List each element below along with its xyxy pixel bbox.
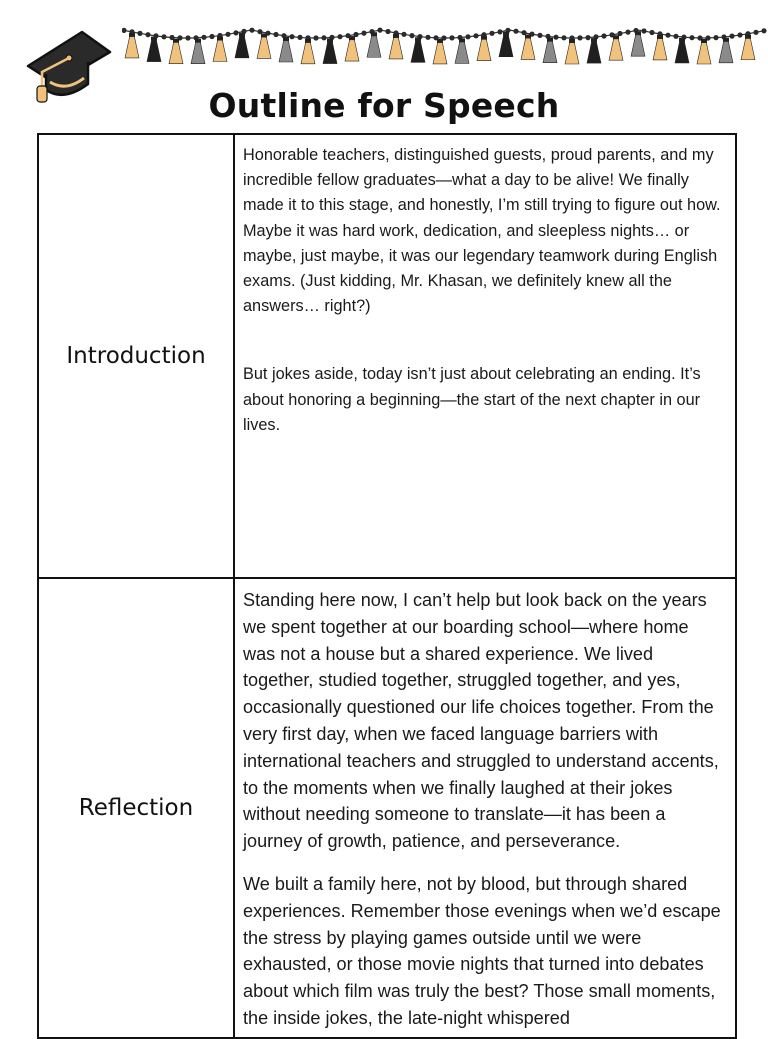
- tassel: [675, 40, 689, 63]
- tassel: [367, 34, 381, 57]
- tassel: [301, 41, 315, 64]
- tassel: [543, 40, 557, 63]
- tassel: [323, 41, 337, 64]
- tassel: [697, 41, 711, 64]
- reflection-paragraph-1: Standing here now, I can’t help but look back on the years we spent together at our boarding school—where home was not a house but a shared experience. We lived together, studied together, struggled together, and yes, occasionally questioned our life choices together. From the very first day, when we faced language barriers with international teachers and struggled to understand accents, to the moments when we finally laughed at their jokes without needing someone to translate—it has been a journey of growth, patience, and perseverance.: [243, 590, 719, 852]
- section-label-introduction: Introduction: [38, 134, 234, 578]
- tassel: [279, 39, 293, 62]
- tassel: [631, 33, 645, 56]
- tassel: [345, 38, 359, 61]
- tassel: [455, 40, 469, 63]
- tassel: [521, 36, 535, 59]
- intro-paragraph-2: But jokes aside, today isn’t just about celebrating an ending. It’s about honoring a beginning—the start of the next chapter in our lives.: [243, 365, 701, 434]
- tassel: [609, 37, 623, 60]
- table-row-introduction: [38, 134, 736, 578]
- table-row-reflection: [38, 578, 736, 1038]
- speech-outline-table: [37, 133, 737, 1039]
- tassel: [389, 36, 403, 59]
- tassel: [169, 41, 183, 64]
- tassel: [433, 41, 447, 64]
- tassel: [741, 37, 755, 60]
- page-title: Outline for Speech: [208, 86, 560, 125]
- tassel: [235, 35, 249, 58]
- tassel: [191, 41, 205, 64]
- section-label-reflection: Reflection: [38, 578, 234, 1038]
- tassel-garland: [122, 18, 768, 82]
- tassel: [213, 39, 227, 62]
- tassel: [125, 35, 139, 58]
- tassel: [719, 40, 733, 63]
- section-body-introduction: [234, 134, 736, 578]
- reflection-paragraph-2: We built a family here, not by blood, but through shared experiences. Remember those evenings when we’d escape the stress by playing games outside until we were exhausted, or those movie nights that turned into debates about which film was truly the best? Those small moments, the inside jokes, the late-night whispered: [243, 873, 721, 1028]
- tassel: [565, 41, 579, 64]
- tassel: [147, 39, 161, 62]
- section-body-reflection: [234, 578, 736, 1038]
- tassel: [477, 38, 491, 61]
- tassel: [411, 39, 425, 62]
- tassel: [587, 40, 601, 63]
- tassel: [499, 34, 513, 57]
- intro-paragraph-1: Honorable teachers, distinguished guests, proud parents, and my incredible fellow graduates—what a day to be alive! We finally made it to this stage, and honestly, I’m still trying to figure out how. Maybe it was hard work, dedication, and sleepless nights… or maybe, just maybe, it was our legendary teamwork during English exams. (Just kidding, Mr. Khasan, we definitely knew all the answers… right?): [243, 146, 721, 316]
- tassel: [257, 35, 271, 58]
- tassel: [653, 37, 667, 60]
